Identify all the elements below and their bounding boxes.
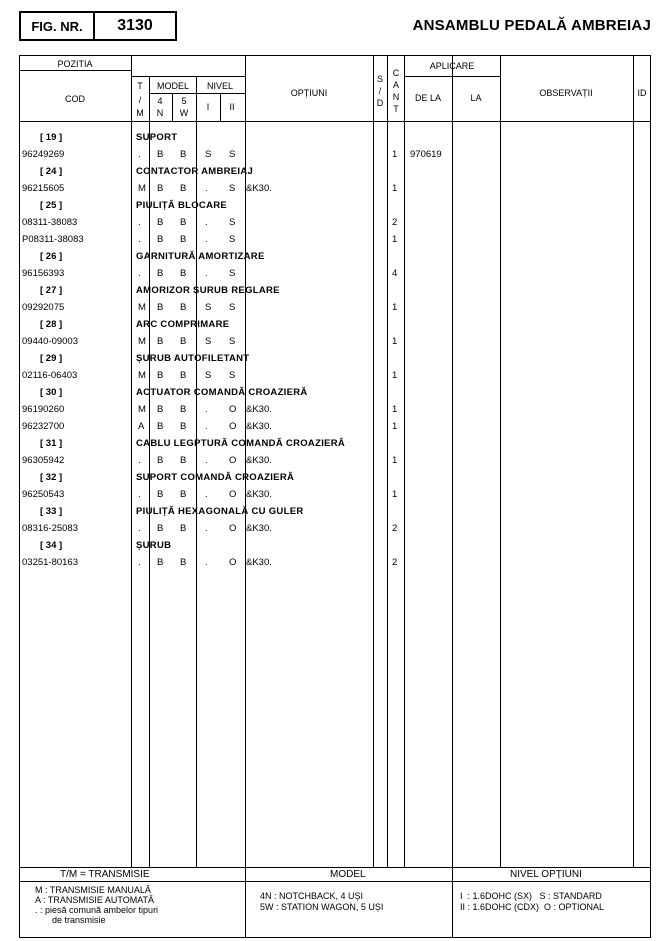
model-5w-cell: B	[180, 421, 187, 432]
cant-header-t: T	[393, 104, 399, 114]
la-header: LA	[470, 93, 482, 103]
level-i-cell: .	[205, 217, 208, 228]
part-group-name: ȘURUB AUTOFILETANT	[136, 353, 250, 364]
model-4n-cell: B	[157, 217, 164, 228]
nivel-ii-header: II	[229, 102, 235, 112]
group-row	[20, 197, 650, 214]
nivel-i-header: I	[206, 102, 210, 112]
sd-header-d: D	[376, 98, 384, 108]
part-group-name: ACTUATOR COMANDĂ CROAZIERĂ	[136, 387, 308, 398]
row-line	[20, 70, 131, 71]
level-ii-cell: O	[229, 455, 237, 466]
level-ii-cell: O	[229, 557, 237, 568]
part-code: 96305942	[22, 455, 65, 466]
transmission-cell: .	[138, 217, 141, 228]
sd-header-slash: /	[378, 86, 382, 96]
model-4n-cell: B	[157, 336, 164, 347]
transmission-cell: M	[138, 404, 146, 415]
model-5w-cell: B	[180, 336, 187, 347]
part-group-name: PIULIȚĂ BLOCARE	[136, 200, 228, 211]
transmission-cell: M	[138, 183, 146, 194]
col-line	[172, 93, 173, 121]
part-code: P08311-38083	[22, 234, 84, 245]
model-5w-cell: B	[180, 234, 187, 245]
part-code: 96215605	[22, 183, 65, 194]
model-n-header: N	[156, 108, 164, 118]
quantity-cell: 1	[392, 183, 398, 194]
quantity-cell: 1	[392, 302, 398, 313]
table-row	[20, 401, 650, 418]
quantity-cell: 1	[392, 421, 398, 432]
table-row	[20, 520, 650, 537]
legend-nivel-header: NIVEL OPȚIUNI	[510, 869, 582, 880]
transmission-cell: .	[138, 234, 141, 245]
tm-header-m: M	[136, 108, 144, 118]
tm-header-slash: /	[138, 95, 142, 105]
header-bottom-line	[20, 121, 650, 122]
group-row	[20, 537, 650, 554]
legend-nivel-line: I : 1.6DOHC (SX) S : STANDARD	[460, 891, 602, 901]
group-row	[20, 435, 650, 452]
options-cell: &K30.	[246, 523, 272, 534]
dela-header: DE LA	[414, 93, 442, 103]
figure-label: FIG. NR.	[21, 13, 95, 39]
part-group-name: SUPORT	[136, 132, 178, 143]
level-i-cell: S	[205, 336, 212, 347]
legend-nivel-line: II : 1.6DOHC (CDX) O : OPTIONAL	[460, 902, 605, 912]
legend-tm-header: T/M = TRANSMISIE	[60, 869, 150, 880]
id-header: ID	[637, 88, 647, 98]
model-4n-cell: B	[157, 455, 164, 466]
level-ii-cell: S	[229, 370, 236, 381]
options-cell: &K30.	[246, 404, 272, 415]
model-5-header: 5	[181, 96, 187, 106]
part-code: 02116-06403	[22, 370, 78, 381]
table-row	[20, 452, 650, 469]
transmission-cell: .	[138, 523, 141, 534]
legend-header-line	[20, 881, 650, 882]
quantity-cell: 1	[392, 370, 398, 381]
model-4n-cell: B	[157, 421, 164, 432]
transmission-cell: M	[138, 336, 146, 347]
parts-table	[19, 55, 651, 938]
model-4-header: 4	[157, 96, 163, 106]
options-cell: &K30.	[246, 557, 272, 568]
group-row	[20, 350, 650, 367]
part-code: 96232700	[22, 421, 65, 432]
cant-header-c: C	[392, 68, 400, 78]
model-5w-cell: B	[180, 370, 187, 381]
position-number: [ 29 ]	[40, 353, 63, 364]
table-row	[20, 299, 650, 316]
position-number: [ 31 ]	[40, 438, 63, 449]
transmission-cell: .	[138, 557, 141, 568]
level-i-cell: S	[205, 302, 212, 313]
pozitia-header: POZITIA	[57, 59, 93, 69]
model-5w-cell: B	[180, 404, 187, 415]
model-5w-cell: B	[180, 149, 187, 160]
level-ii-cell: O	[229, 404, 237, 415]
table-row	[20, 333, 650, 350]
level-ii-cell: S	[229, 234, 236, 245]
transmission-cell: M	[138, 370, 146, 381]
group-row	[20, 129, 650, 146]
group-row	[20, 163, 650, 180]
quantity-cell: 1	[392, 455, 398, 466]
quantity-cell: 1	[392, 336, 398, 347]
transmission-cell: .	[138, 455, 141, 466]
level-ii-cell: S	[229, 183, 236, 194]
model-w-header: W	[179, 108, 189, 118]
level-i-cell: .	[205, 455, 208, 466]
table-row	[20, 265, 650, 282]
part-code: 09440-09003	[22, 336, 78, 347]
table-row	[20, 231, 650, 248]
figure-number: 3130	[117, 17, 153, 34]
from-date-cell: 970619	[410, 149, 442, 160]
model-5w-cell: B	[180, 455, 187, 466]
group-row	[20, 316, 650, 333]
optiuni-header: OPȚIUNI	[290, 88, 328, 98]
transmission-cell: A	[138, 421, 145, 432]
part-code: 96156393	[22, 268, 65, 279]
level-i-cell: .	[205, 404, 208, 415]
level-i-cell: .	[205, 421, 208, 432]
transmission-cell: .	[138, 268, 141, 279]
model-4n-cell: B	[157, 523, 164, 534]
position-number: [ 27 ]	[40, 285, 63, 296]
level-ii-cell: O	[229, 523, 237, 534]
legend-col-line	[452, 867, 453, 937]
part-group-name: ȘURUB	[136, 540, 172, 551]
aplicare-header: APLICARE	[429, 61, 475, 71]
quantity-cell: 2	[392, 217, 398, 228]
sd-header-s: S	[376, 74, 384, 84]
table-row	[20, 146, 650, 163]
part-group-name: GARNITURĂ AMORTIZARE	[136, 251, 265, 262]
position-number: [ 25 ]	[40, 200, 63, 211]
part-group-name: AMORIZOR ȘURUB REGLARE	[136, 285, 280, 296]
part-group-name: ARC COMPRIMARE	[136, 319, 230, 330]
legend-tm-line: M : TRANSMISIE MANUALĂ	[35, 885, 151, 895]
level-ii-cell: S	[229, 336, 236, 347]
legend-tm-line: . : piesă comună ambelor tipuri	[35, 905, 159, 915]
position-number: [ 33 ]	[40, 506, 63, 517]
group-row	[20, 282, 650, 299]
transmission-cell: .	[138, 149, 141, 160]
group-row	[20, 384, 650, 401]
model-5w-cell: B	[180, 489, 187, 500]
level-i-cell: S	[205, 149, 212, 160]
cant-header-a: A	[392, 80, 400, 90]
level-i-cell: S	[205, 370, 212, 381]
part-group-name: CABLU LEGPTURĂ COMANDĂ CROAZIERĂ	[136, 438, 346, 449]
position-number: [ 26 ]	[40, 251, 63, 262]
group-row	[20, 248, 650, 265]
quantity-cell: 1	[392, 404, 398, 415]
model-4n-cell: B	[157, 234, 164, 245]
observatii-header: OBSERVAȚII	[539, 88, 593, 98]
model-4n-cell: B	[157, 268, 164, 279]
position-number: [ 30 ]	[40, 387, 63, 398]
model-4n-cell: B	[157, 149, 164, 160]
level-ii-cell: O	[229, 489, 237, 500]
group-row	[20, 503, 650, 520]
legend-model-line: 5W : STATION WAGON, 5 UȘI	[260, 902, 384, 912]
model-5w-cell: B	[180, 217, 187, 228]
quantity-cell: 4	[392, 268, 398, 279]
model-4n-cell: B	[157, 302, 164, 313]
part-code: 96250543	[22, 489, 65, 500]
model-4n-cell: B	[157, 557, 164, 568]
level-i-cell: .	[205, 489, 208, 500]
part-code: 09292075	[22, 302, 65, 313]
options-cell: &K30.	[246, 183, 272, 194]
legend-col-line	[245, 867, 246, 937]
model-header: MODEL	[156, 81, 190, 91]
table-row	[20, 554, 650, 571]
part-code: 08316-25083	[22, 523, 78, 534]
cod-header: COD	[65, 94, 85, 104]
part-code: 03251-80163	[22, 557, 78, 568]
position-number: [ 24 ]	[40, 166, 63, 177]
model-4n-cell: B	[157, 404, 164, 415]
model-5w-cell: B	[180, 557, 187, 568]
level-i-cell: .	[205, 557, 208, 568]
options-cell: &K30.	[246, 421, 272, 432]
model-5w-cell: B	[180, 302, 187, 313]
transmission-cell: M	[138, 302, 146, 313]
quantity-cell: 1	[392, 489, 398, 500]
model-5w-cell: B	[180, 183, 187, 194]
col-line	[220, 93, 221, 121]
model-5w-cell: B	[180, 268, 187, 279]
transmission-cell: .	[138, 489, 141, 500]
table-row	[20, 367, 650, 384]
model-5w-cell: B	[180, 523, 187, 534]
row-line	[149, 93, 245, 94]
table-row	[20, 180, 650, 197]
part-group-name: PIULIȚĂ HEXAGONALĂ CU GULER	[136, 506, 304, 517]
options-cell: &K30.	[246, 455, 272, 466]
level-i-cell: .	[205, 268, 208, 279]
position-number: [ 19 ]	[40, 132, 63, 143]
model-4n-cell: B	[157, 183, 164, 194]
part-code: 08311-38083	[22, 217, 78, 228]
level-ii-cell: S	[229, 268, 236, 279]
table-row	[20, 418, 650, 435]
level-ii-cell: S	[229, 217, 236, 228]
legend-tm-line: de transmisie	[52, 915, 106, 925]
quantity-cell: 1	[392, 234, 398, 245]
legend-tm-line: A : TRANSMISIE AUTOMATĂ	[35, 895, 155, 905]
tm-header-t: T	[137, 81, 143, 91]
quantity-cell: 2	[392, 523, 398, 534]
quantity-cell: 2	[392, 557, 398, 568]
options-cell: &K30.	[246, 489, 272, 500]
position-number: [ 34 ]	[40, 540, 63, 551]
quantity-cell: 1	[392, 149, 398, 160]
row-line	[404, 76, 500, 77]
level-ii-cell: S	[229, 302, 236, 313]
level-ii-cell: O	[229, 421, 237, 432]
nivel-header: NIVEL	[206, 81, 234, 91]
part-code: 96190260	[22, 404, 65, 415]
group-row	[20, 469, 650, 486]
part-group-name: CONTACTOR AMBREIAJ	[136, 166, 254, 177]
part-code: 96249269	[22, 149, 65, 160]
model-4n-cell: B	[157, 489, 164, 500]
model-4n-cell: B	[157, 370, 164, 381]
legend-model-header: MODEL	[330, 869, 366, 880]
level-i-cell: .	[205, 523, 208, 534]
legend	[20, 867, 650, 937]
legend-model-line: 4N : NOTCHBACK, 4 UȘI	[260, 891, 364, 901]
table-row	[20, 214, 650, 231]
figure-number-box	[19, 11, 177, 41]
cant-header-n: N	[392, 92, 400, 102]
part-group-name: SUPORT COMANDĂ CROAZIERĂ	[136, 472, 295, 483]
position-number: [ 28 ]	[40, 319, 63, 330]
position-number: [ 32 ]	[40, 472, 63, 483]
table-row	[20, 486, 650, 503]
page-title: ANSAMBLU PEDALĂ AMBREIAJ	[412, 17, 651, 34]
row-line	[131, 76, 245, 77]
level-i-cell: .	[205, 183, 208, 194]
level-ii-cell: S	[229, 149, 236, 160]
level-i-cell: .	[205, 234, 208, 245]
